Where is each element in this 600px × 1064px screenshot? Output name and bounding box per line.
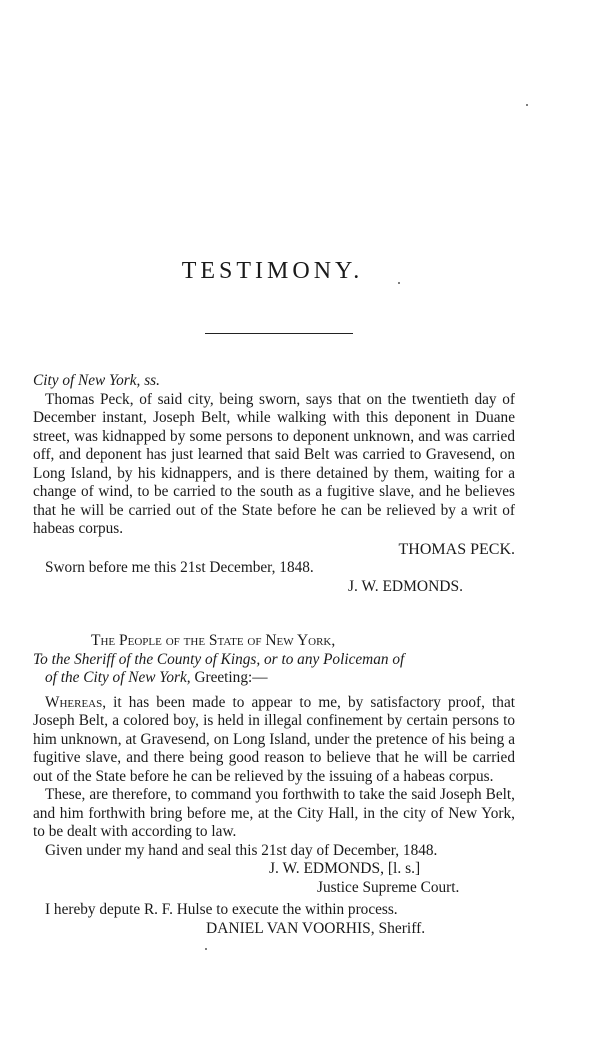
sworn-line: Sworn before me this 21st December, 1848. bbox=[45, 559, 314, 576]
writ-signature bbox=[33, 860, 515, 879]
affidavit bbox=[33, 372, 515, 596]
writ-address bbox=[33, 651, 515, 670]
writ bbox=[33, 632, 515, 938]
writ-heading: The People of the State of New York, bbox=[91, 632, 336, 649]
scan-speck bbox=[205, 948, 207, 950]
judge-signature: J. W. EDMONDS. bbox=[348, 577, 463, 595]
scan-speck bbox=[526, 104, 528, 106]
writ-address-line-2: of the City of New York, bbox=[45, 669, 191, 686]
whereas-text: it has been made to appear to me, by satisfactory proof, that Joseph Belt, a colored boy, is held in illegal confinement by certain persons to him unknown, at Gravesend, on Long Island, under the pretence of his being a fugitive slave, and there being good reason to believe that he will be carried out of the State before he can be relieved by the issuing of a habeas corpus. bbox=[33, 693, 515, 785]
affidavit-text: Thomas Peck, of said city, being sworn, says that on the twentieth day of December instant, Joseph Belt, while walking with this deponent in Duane street, was kidnapped by some persons to deponent unknown, and was carried off, and deponent has just learned that said Belt was carried to Gravesend, on Long Island, by his kidnappers, and is there detained by them, waiting for a change of wind, to be carried to the south as a fugitive slave, and he believes that he will be carried out of the State before he can be relieved by a writ of habeas corpus. bbox=[33, 390, 515, 537]
whereas-word: Whereas, bbox=[45, 693, 107, 711]
command-paragraph: These, are therefore, to command you forthwith to take the said Joseph Belt, and him forthwith bring before me, at the City Hall, in the city of New York, to be dealt with according to law. bbox=[33, 786, 515, 840]
given-paragraph: Given under my hand and seal this 21st day of December, 1848. bbox=[45, 841, 438, 859]
title-rule bbox=[205, 333, 353, 334]
writ-signature-title: Justice Supreme Court. bbox=[317, 878, 460, 896]
writ-address-2 bbox=[33, 669, 515, 688]
writ-signature-text: J. W. EDMONDS, [l. s.] bbox=[269, 860, 421, 877]
deputation-signature: DANIEL VAN VOORHIS, Sheriff. bbox=[206, 919, 426, 937]
venue: City of New York, ss. bbox=[33, 372, 160, 389]
page-title: TESTIMONY. bbox=[181, 258, 364, 284]
writ-address-line-1: To the Sheriff of the County of Kings, or to any Policeman of bbox=[33, 650, 405, 668]
affidavit-signature: THOMAS PECK. bbox=[398, 540, 515, 558]
greeting: Greeting:— bbox=[194, 669, 268, 686]
deputation-text: I hereby depute R. F. Hulse to execute the within process. bbox=[45, 901, 398, 918]
whereas-paragraph bbox=[33, 694, 515, 787]
